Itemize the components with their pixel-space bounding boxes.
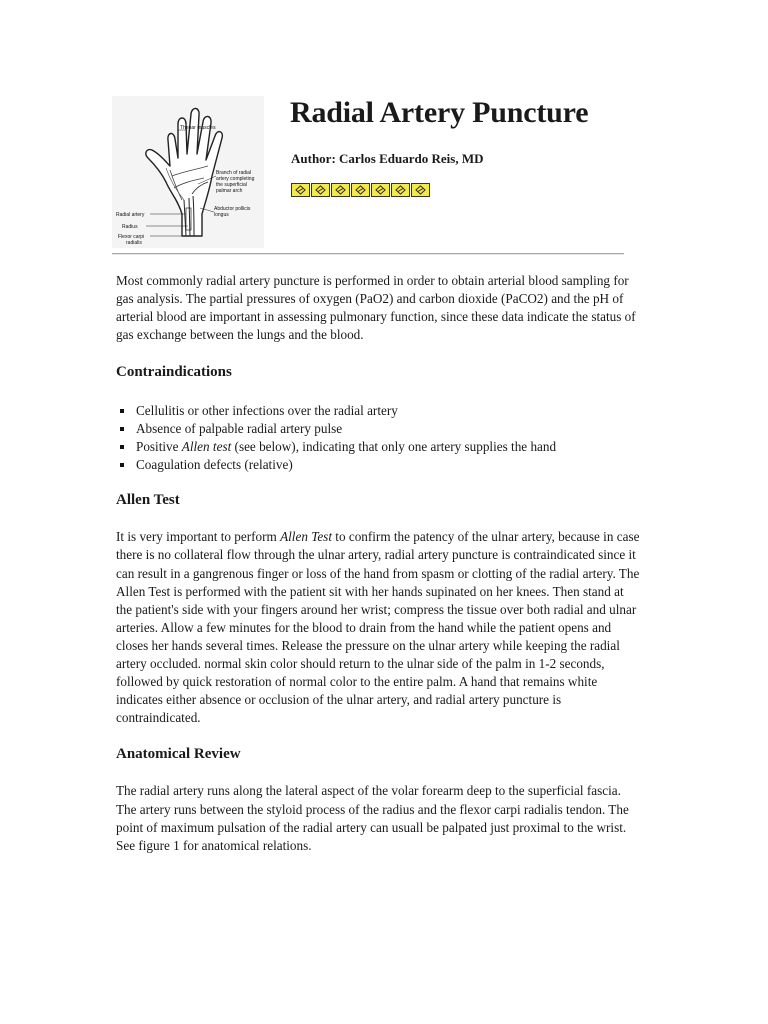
rating-badges	[291, 183, 431, 197]
hand-illustration	[112, 96, 264, 248]
list-item: Coagulation defects (relative)	[116, 456, 641, 474]
label-abductor-pollicis: Abductor pollicis longus	[214, 206, 251, 218]
header-divider	[112, 253, 624, 255]
intro-paragraph: Most commonly radial artery puncture is performed in order to obtain arterial blood sampling for gas analysis. The partial pressures of oxygen (PaO2) and carbon dioxide (PaCO2) and the pH of arterial blood are important in assessing pulmonary function, since these data indicate the status of gas exchange between the lungs and the blood.	[116, 273, 636, 343]
label-thenar-muscles: Thenar muscles	[180, 125, 216, 131]
article-body	[116, 272, 641, 855]
list-item: Positive Allen test (see below), indicating that only one artery supplies the hand	[116, 438, 641, 456]
anatomical-review-paragraph: The radial artery runs along the lateral aspect of the volar forearm deep to the superficial fascia. The artery runs between the styloid process of the radius and the flexor carpi radialis tendon. The point of maximum pulsation of the radial artery can usuall be palpated just proximal to the wrist. See figure 1 for anatomical relations.	[116, 783, 629, 853]
label-radial-artery: Radial artery	[116, 212, 145, 218]
allen-test-paragraph: It is very important to perform Allen Test to confirm the patency of the ulnar artery, because in case there is no collateral flow through the ulnar artery, radial artery puncture is contraindicated since it can result in a gangrenous finger or loss of the hand from spasm or clotting of the radial artery. The Allen Test is performed with the patient sit with her hands supinated on her knees. Then stand at the patient's side with your fingers around her wrist; compress the tissue over both radial and ulnar arteries. Allow a few minutes for the blood to drain from the hand while the patient opens and closes her hands several times. Release the pressure on the ulnar artery while keeping the radial artery occluded. normal skin color should return to the ulnar side of the palm in 1-2 seconds, followed by quick restoration of normal color to the entire palm. A hand that remains white indicates either absence or occlusion of the ulnar artery, and radial artery puncture is contraindicated.	[116, 529, 640, 726]
diamond-badge-icon	[371, 183, 390, 197]
diamond-badge-icon	[311, 183, 330, 197]
list-item: Cellulitis or other infections over the radial artery	[116, 402, 641, 420]
author-line: Author: Carlos Eduardo Reis, MD	[291, 151, 484, 166]
diamond-badge-icon	[331, 183, 350, 197]
allen-test-term: Allen Test	[280, 529, 332, 545]
allen-test-term: Allen test	[181, 439, 232, 455]
anatomical-review-heading: Anatomical Review	[116, 746, 241, 763]
contraindications-list	[116, 402, 641, 474]
contraindications-heading: Contraindications	[116, 364, 232, 381]
label-branch-radial-artery: Branch of radial artery completing the superficial palmar arch	[216, 170, 255, 194]
list-item: Absence of palpable radial artery pulse	[116, 420, 641, 438]
allen-test-heading: Allen Test	[116, 492, 180, 509]
label-flexor-carpi-radialis: Flexor carpi radialis	[118, 234, 145, 246]
page-title: Radial Artery Puncture	[290, 96, 589, 129]
diamond-badge-icon	[351, 183, 370, 197]
diamond-badge-icon	[411, 183, 430, 197]
hand-anatomy-figure	[112, 96, 264, 248]
diamond-badge-icon	[391, 183, 410, 197]
label-radius: Radius	[122, 224, 138, 230]
diamond-badge-icon	[291, 183, 310, 197]
